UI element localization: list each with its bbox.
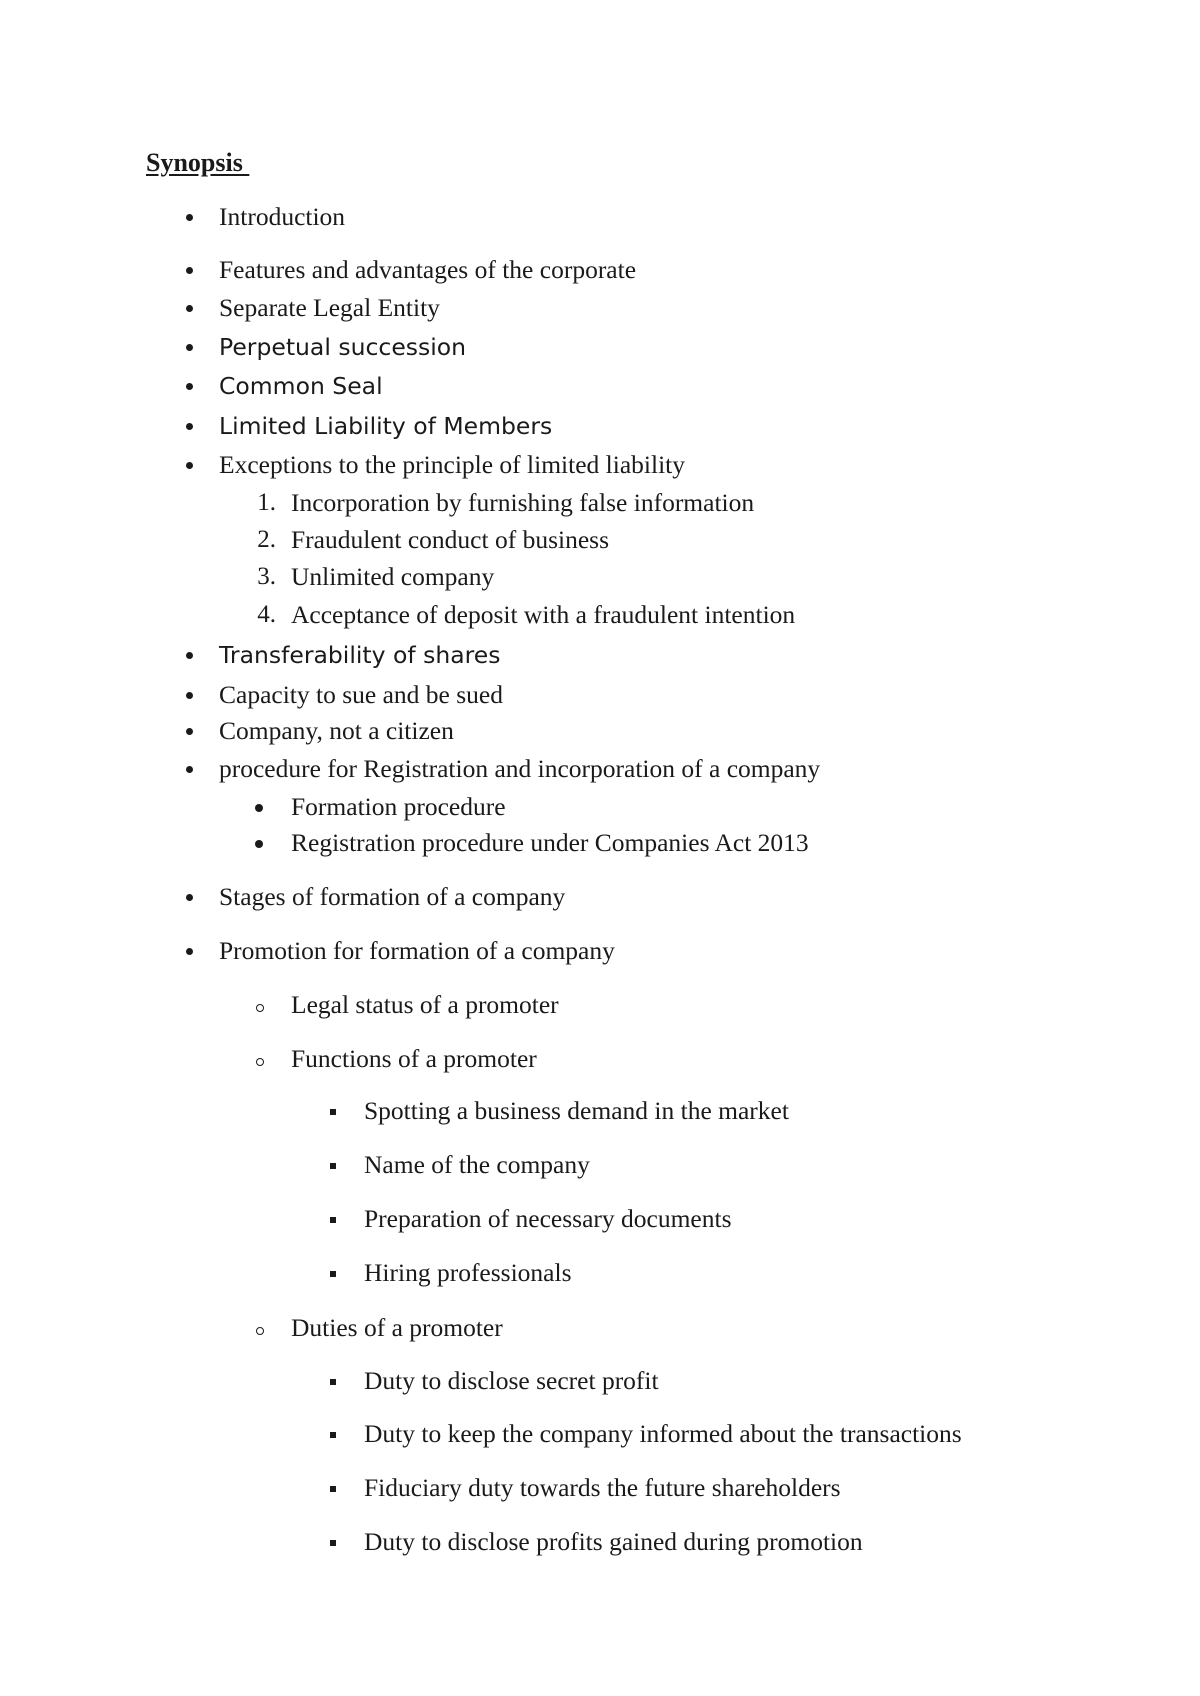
list-item-perpetual-succession: Perpetual succession [219,333,467,361]
bullet-icon [186,948,193,955]
square-bullet-icon [330,1271,336,1277]
square-bullet-icon [330,1379,336,1385]
promotion-subitem-duties: Duties of a promoter [291,1313,503,1342]
function-item: Spotting a business demand in the market [364,1096,789,1125]
duty-item: Duty to disclose profits gained during promotion [364,1527,863,1556]
square-bullet-icon [330,1540,336,1546]
list-number: 3. [257,563,276,590]
list-item-stages-of-formation: Stages of formation of a company [219,882,566,911]
square-bullet-icon [330,1486,336,1492]
bullet-icon [255,804,263,812]
bullet-icon [186,894,193,901]
bullet-icon [186,383,193,390]
exception-item: Unlimited company [291,562,495,591]
list-item-limited-liability: Limited Liability of Members [219,412,553,440]
square-bullet-icon [330,1217,336,1223]
list-item-separate-legal-entity: Separate Legal Entity [219,293,440,322]
page-title: Synopsis [146,148,250,177]
square-bullet-icon [330,1109,336,1115]
square-bullet-icon [330,1432,336,1438]
promotion-subitem-legal-status: Legal status of a promoter [291,990,559,1019]
function-item: Hiring professionals [364,1258,572,1287]
list-item-promotion: Promotion for formation of a company [219,936,615,965]
duty-item: Duty to keep the company informed about the transactions [364,1419,962,1448]
bullet-icon [186,214,193,221]
list-item-introduction: Introduction [219,202,346,231]
registration-subitem: Registration procedure under Companies Act 2013 [291,828,809,857]
circle-bullet-icon [256,1327,264,1335]
bullet-icon [186,692,193,699]
function-item: Name of the company [364,1150,590,1179]
square-bullet-icon [330,1163,336,1169]
list-number: 1. [257,489,276,516]
exception-item: Fraudulent conduct of business [291,525,609,554]
bullet-icon [186,728,193,735]
duty-item: Fiduciary duty towards the future shareholders [364,1473,841,1502]
circle-bullet-icon [256,1004,264,1012]
bullet-icon [186,305,193,312]
list-item-registration-procedure: procedure for Registration and incorporation of a company [219,754,821,783]
bullet-icon [186,462,193,469]
list-number: 4. [257,601,276,628]
circle-bullet-icon [256,1058,264,1066]
list-item-transferability: Transferability of shares [219,641,501,669]
bullet-icon [186,766,193,773]
bullet-icon [186,267,193,274]
list-item-common-seal: Common Seal [219,372,383,400]
bullet-icon [186,423,193,430]
exception-item: Acceptance of deposit with a fraudulent intention [291,600,796,629]
list-item-features: Features and advantages of the corporate [219,255,637,284]
duty-item: Duty to disclose secret profit [364,1366,659,1395]
registration-subitem: Formation procedure [291,792,506,821]
bullet-icon [255,840,263,848]
exception-item: Incorporation by furnishing false information [291,488,755,517]
list-item-company-not-citizen: Company, not a citizen [219,716,454,745]
list-item-exceptions: Exceptions to the principle of limited liability [219,450,685,479]
promotion-subitem-functions: Functions of a promoter [291,1044,537,1073]
bullet-icon [186,652,193,659]
bullet-icon [186,344,193,351]
list-item-capacity-to-sue: Capacity to sue and be sued [219,680,503,709]
list-number: 2. [257,526,276,553]
function-item: Preparation of necessary documents [364,1204,732,1233]
